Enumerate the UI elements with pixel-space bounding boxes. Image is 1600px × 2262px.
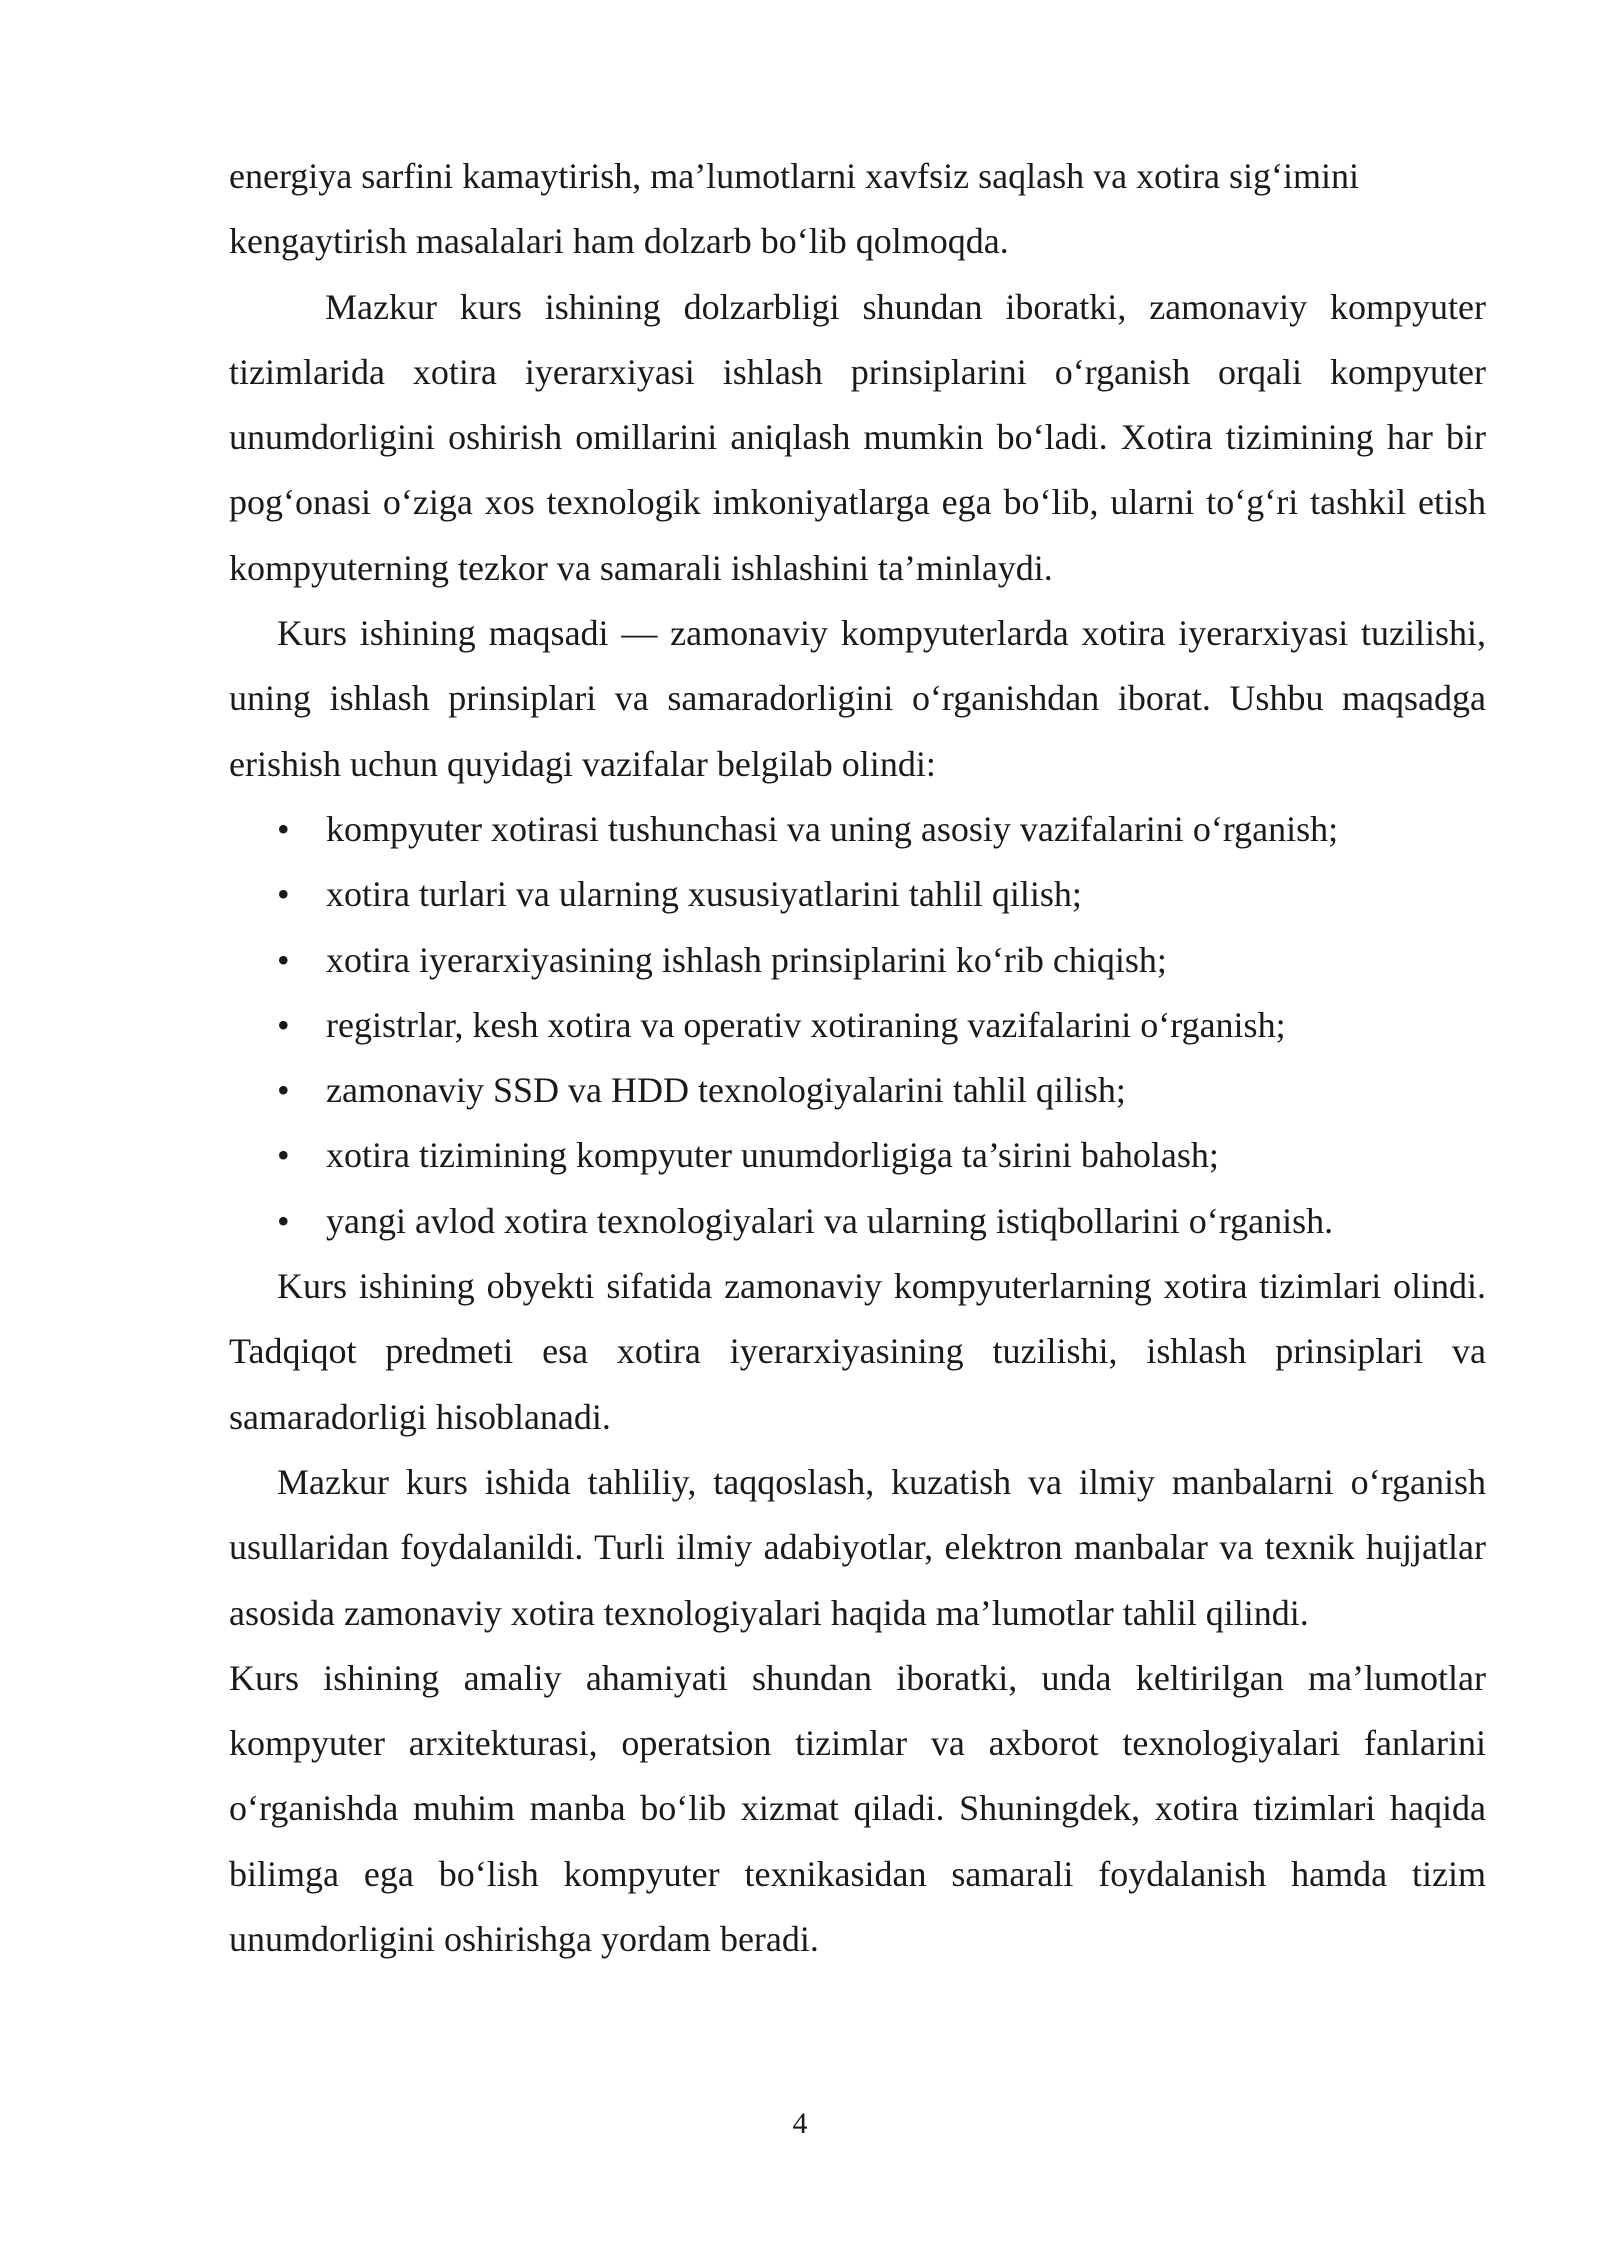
list-item (229, 1058, 1486, 1123)
list-item-text: xotira turlari va ularning xususiyatlarini tahlil qilish; (326, 874, 1082, 915)
list-item-text: registrlar, kesh xotira va operativ xotiraning vazifalarini o‘rganish; (326, 1004, 1286, 1045)
bullet-icon: • (277, 874, 290, 915)
paragraph-object: Kurs ishining obyekti sifatida zamonaviy kompyuterlarning xotira tizimlari olindi. Tadqiqot predmeti esa xotira iyerarxiyasining tuzilishi, ishlash prinsiplari va samaradorligi hisoblanadi. (229, 1266, 1486, 1437)
bullet-icon: • (277, 1200, 290, 1241)
list-item-text: xotira iyerarxiyasining ishlash prinsiplarini ko‘rib chiqish; (326, 939, 1167, 980)
bullet-icon: • (277, 808, 290, 849)
paragraph-methods: Mazkur kurs ishida tahliliy, taqqoslash, kuzatish va ilmiy manbalarni o‘rganish usullaridan foydalanildi. Turli ilmiy adabiyotlar, elektron manbalar va texnik hujjatlar asosida zamonaviy xotira texnologiyalari haqida ma’lumotlar tahlil qilindi. (229, 1461, 1486, 1633)
task-list (229, 797, 1486, 1254)
list-item (229, 1189, 1486, 1254)
list-item-text: zamonaviy SSD va HDD texnologiyalarini tahlil qilish; (326, 1070, 1126, 1111)
list-item-text: yangi avlod xotira texnologiyalari va ularning istiqbollarini o‘rganish. (326, 1200, 1334, 1241)
paragraph-goal: Kurs ishining maqsadi — zamonaviy kompyuterlarda xotira iyerarxiyasi tuzilishi, uning ishlash prinsiplari va samaradorligini o‘rganishdan iborat. Ushbu maqsadga erishish uchun quyidagi vazifalar belgilab olindi: (229, 613, 1486, 784)
list-item (229, 797, 1486, 862)
bullet-icon: • (277, 1004, 290, 1045)
list-item-text: kompyuter xotirasi tushunchasi va uning asosiy vazifalarini o‘rganish; (326, 808, 1339, 849)
bullet-icon: • (277, 939, 290, 980)
list-item (229, 928, 1486, 993)
bullet-icon: • (277, 1070, 290, 1111)
list-item-text: xotira tizimining kompyuter unumdorligiga ta’sirini baholash; (326, 1135, 1219, 1176)
paragraph-practical-value: Kurs ishining amaliy ahamiyati shundan iboratki, unda keltirilgan ma’lumotlar kompyuter arxitekturasi, operatsion tizimlar va axborot texnologiyalari fanlarini o‘rganishda muhim manba bo‘lib xizmat qiladi. Shuningdek, xotira tizimlari haqida bilimga ega bo‘lish kompyuter texnikasidan samarali foydalanish hamda tizim unumdorligini oshirishga yordam beradi. (229, 1657, 1486, 1960)
bullet-icon: • (277, 1135, 290, 1176)
list-item (229, 1123, 1486, 1188)
page-number: 4 (792, 2107, 808, 2140)
paragraph-relevance: Mazkur kurs ishining dolzarbligi shundan iboratki, zamonaviy kompyuter tizimlarida xotira iyerarxiyasi ishlash prinsiplarini o‘rganish orqali kompyuter unumdorligini oshirish omillarini aniqlash mumkin bo‘ladi. Xotira tizimining har bir pog‘onasi o‘ziga xos texnologik imkoniyatlarga ega bo‘lib, ularni to‘g‘ri tashkil etish kompyuterning tezkor va samarali ishlashini ta’minlaydi. (229, 286, 1486, 588)
body-text (229, 144, 1486, 1972)
list-item (229, 993, 1486, 1058)
paragraph-continuation (229, 144, 1486, 275)
paragraph-line: kengaytirish masalalari ham dolzarb bo‘lib qolmoqda. (229, 221, 1009, 262)
list-item (229, 862, 1486, 927)
paragraph-line: energiya sarfini kamaytirish, ma’lumotlarni xavfsiz saqlash va xotira sig‘imini (229, 156, 1360, 196)
